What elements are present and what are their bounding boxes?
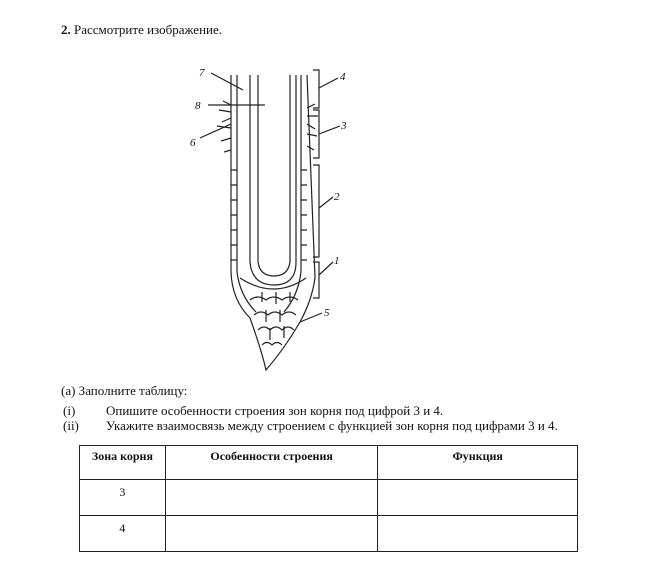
- figure-label-7: 7: [199, 67, 205, 79]
- figure-label-6: 6: [190, 137, 196, 149]
- task-item-text: Опишите особенности строения зон корня под цифрой 3 и 4.: [106, 403, 444, 418]
- cell-function[interactable]: [378, 480, 578, 516]
- figure-label-8: 8: [195, 100, 201, 112]
- figure-label-5: 5: [324, 307, 330, 319]
- question-title: [61, 22, 222, 38]
- task-item-number: (ii): [63, 418, 79, 433]
- table-header-row: [80, 446, 578, 480]
- question-text: Рассмотрите изображение.: [74, 22, 223, 37]
- zones-table: [79, 445, 578, 552]
- cell-zone: 3: [80, 480, 166, 516]
- question-number: 2.: [61, 22, 71, 37]
- table-row: [80, 516, 578, 552]
- figure-label-1: 1: [334, 255, 340, 267]
- figure-label-3: 3: [341, 120, 347, 132]
- header-zone: Зона корня: [80, 446, 166, 480]
- task-item-number: (i): [63, 403, 76, 418]
- header-structure: Особенности строения: [165, 446, 378, 480]
- figure-label-2: 2: [334, 191, 340, 203]
- cell-structure[interactable]: [165, 516, 378, 552]
- task-item-text: Укажите взаимосвязь между строением с функцией зон корня под цифрами 3 и 4.: [106, 418, 558, 433]
- cell-structure[interactable]: [165, 480, 378, 516]
- root-diagram: [180, 62, 370, 380]
- cell-zone: 4: [80, 516, 166, 552]
- header-function: Функция: [378, 446, 578, 480]
- task-a-label: (a) Заполните таблицу:: [61, 383, 188, 398]
- figure-label-4: 4: [340, 71, 346, 83]
- table-row: [80, 480, 578, 516]
- cell-function[interactable]: [378, 516, 578, 552]
